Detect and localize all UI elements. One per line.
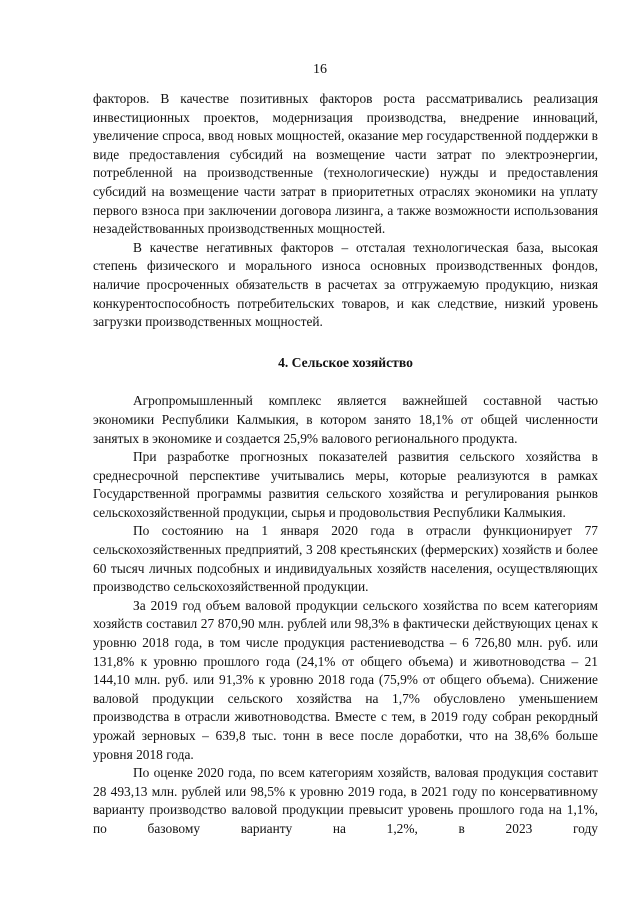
document-body — [93, 90, 598, 839]
paragraph-enterprises-count: По состоянию на 1 января 2020 года в отрасли функционирует 77 сельскохозяйственных предприятий, 3 208 крестьянских (фермерских) хозяйств и более 60 тысяч личных подсобных и индивидуальных хозяйств населения, осуществляющих производство сельскохозяйственной продукции. — [93, 523, 598, 595]
section-heading: 4. Сельское хозяйство — [278, 354, 413, 370]
paragraph-forecast-measures: При разработке прогнозных показателей развития сельского хозяйства в среднесрочной перспективе учитывались меры, которые реализуются в рамках Государственной программы развития сельского хозяйства и регулирования рынков сельскохозяйственной продукции, сырья и продовольствия Республики Калмыкия. — [93, 449, 598, 520]
page-number: 16 — [313, 62, 327, 77]
paragraph-2019-output: За 2019 год объем валовой продукции сельского хозяйства по всем категориям хозяйств составил 27 870,90 млн. рублей или 98,3% в фактически действующих ценах к уровню 2018 года, в том числе продукция растениеводства – 6 726,80 млн. руб. или 131,8% к уровню прошлого года (24,1% от общего объема) и животноводства – 21 144,10 млн. руб. или 91,3% к уровню 2018 года (75,9% от общего объема). Снижение валовой продукции сельского хозяйства на 1,7% обусловлено уменьшением производства в отрасли животноводства. Вместе с тем, в 2019 году собран рекордный урожай зерновых – 639,8 тыс. тонн в весе после доработки, что на 38,6% больше уровня 2018 года. — [93, 597, 598, 762]
paragraph-agro-complex: Агропромышленный комплекс является важнейшей составной частью экономики Республики Калмыкия, в котором занято 18,1% от общей численности занятых в экономике и создается 25,9% валового регионального продукта. — [93, 393, 598, 446]
paragraph-negative-factors: В качестве негативных факторов – отсталая технологическая база, высокая степень физического и морального износа основных производственных фондов, наличие просроченных обязательств в расчетах за отгружаемую продукцию, низкая конкурентоспособность потребительских товаров, и как следствие, низкий уровень загрузки производственных мощностей. — [93, 239, 598, 330]
paragraph-positive-factors: факторов. В качестве позитивных факторов роста рассматривались реализация инвестиционных проектов, модернизация производства, внедрение инноваций, увеличение спроса, ввод новых мощностей, оказание мер государственной поддержки в виде предоставления субсидий на возмещение части затрат по электроэнергии, потребленной на производственные (технологические) нужды и предоставления субсидий на возмещение части затрат в приоритетных отраслях экономики на уплату первого взноса при заключении договора лизинга, а также возможности использования незадействованных производственных мощностей. — [93, 91, 598, 237]
paragraph-2020-estimate: По оценке 2020 года, по всем категориям хозяйств, валовая продукция составит 28 493,13 млн. рублей или 98,5% к уровню 2019 года, в 2021 году по консервативному варианту производство валовой продукции превысит уровень прошлого года на 1,1%, по базовому варианту на 1,2%, в 2023 году — [93, 765, 598, 836]
